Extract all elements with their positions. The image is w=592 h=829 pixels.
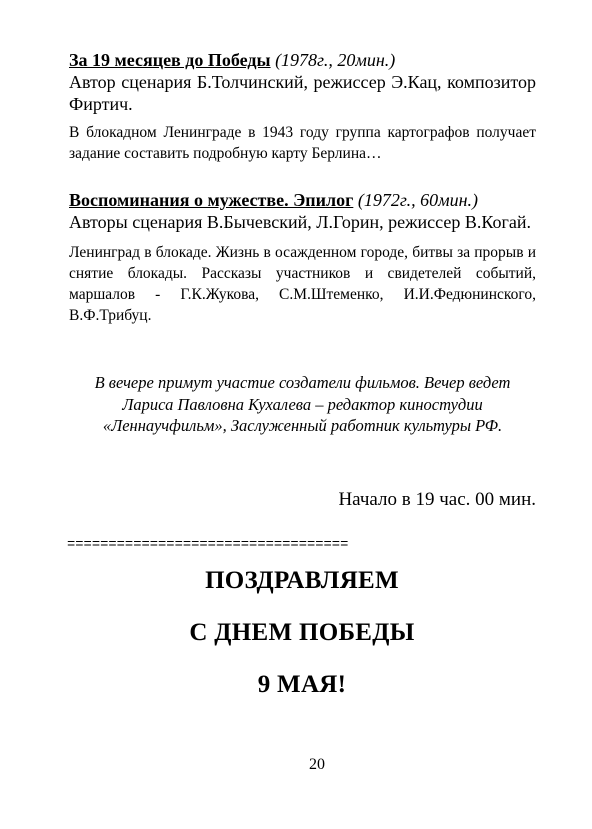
film-entry-1	[69, 49, 536, 164]
start-time: Начало в 19 час. 00 мин.	[338, 489, 536, 510]
film-credits: Автор сценария Б.Толчинский, режиссер Э.Кац, композитор Фиртич.	[69, 72, 536, 114]
page-number: 20	[309, 756, 325, 773]
film-title: За 19 месяцев до Победы	[69, 50, 271, 70]
film-meta: (1972г., 60мин.)	[357, 190, 479, 210]
film-meta: (1978г., 20мин.)	[275, 50, 396, 70]
greeting-line-2: С ДНЕМ ПОБЕДЫ	[189, 619, 415, 646]
greeting-line-1: ПОЗДРАВЛЯЕМ	[205, 567, 399, 594]
evening-note: В вечере примут участие создатели фильмов. Вечер ведет Лариса Павловна Кухалева – редактор киностудии «Леннаучфильм», Заслуженный работник культуры РФ.	[94, 373, 511, 435]
film-title-line	[69, 189, 536, 211]
film-credits: Авторы сценария В.Бычевский, Л.Горин, режиссер В.Когай.	[69, 212, 531, 232]
film-entry-2	[69, 189, 536, 326]
film-title: Воспоминания о мужестве. Эпилог	[69, 190, 354, 210]
film-title-line	[69, 49, 536, 71]
film-description: В блокадном Ленинграде в 1943 году группа картографов получает задание составить подробную карту Берлина…	[69, 124, 536, 162]
film-description: Ленинград в блокаде. Жизнь в осажденном городе, битвы за прорыв и снятие блокады. Рассказы участников и свидетелей событий, маршалов - Г.К.Жукова, С.М.Штеменко, И.И.Федюнинского, В.Ф.Трибуц.	[69, 244, 536, 324]
greeting-line-3: 9 МАЯ!	[257, 671, 347, 698]
divider-line: ==================================	[67, 537, 349, 553]
